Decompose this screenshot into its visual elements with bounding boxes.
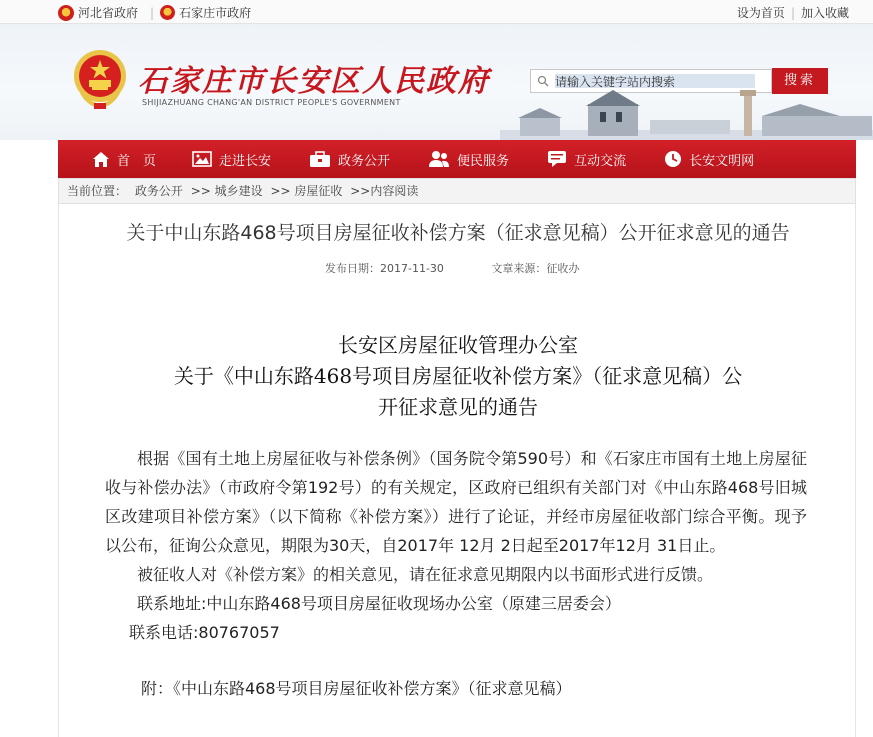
chat-icon: [547, 150, 567, 168]
national-emblem-logo[interactable]: [72, 48, 128, 110]
nav-item-services[interactable]: [428, 140, 509, 178]
breadcrumb: [58, 178, 856, 204]
site-title: 石家庄市长安区人民政府: [138, 64, 490, 99]
article-source: 文章来源：征收办: [491, 262, 580, 275]
article-body: [105, 444, 807, 703]
city-skyline-image: [500, 86, 873, 140]
nav-item-label: 首 页: [117, 153, 157, 169]
publish-date: 发布日期：2017-11-30: [325, 262, 444, 275]
article-title: 关于中山东路468号项目房屋征收补偿方案（征求意见稿）公开征求意见的通告: [126, 222, 790, 244]
sjz-gov-link-text[interactable]: 石家庄市政府: [179, 6, 252, 20]
site-header: [0, 24, 873, 140]
hebei-gov-link-text[interactable]: 河北省政府: [78, 6, 139, 20]
search-button[interactable]: 搜索: [772, 68, 828, 94]
top-links-left: [58, 4, 257, 21]
document-heading-line: 关于《中山东路468号项目房屋征收补偿方案》（征求意见稿）公: [173, 364, 743, 388]
document-heading-line: 长安区房屋征收管理办公室: [338, 333, 578, 357]
nav-item-label: 便民服务: [457, 153, 510, 169]
briefcase-icon: [309, 151, 331, 168]
nav-item-home[interactable]: [92, 140, 156, 178]
breadcrumb-item-content: >>内容阅读: [350, 184, 419, 198]
attachment-line[interactable]: 附：《中山东路468号项目房屋征收补偿方案》（征求意见稿）: [141, 679, 572, 698]
hebei-gov-link[interactable]: [58, 4, 138, 21]
breadcrumb-item-gov-affairs[interactable]: 政务公开: [134, 184, 183, 198]
document-heading: [59, 330, 857, 423]
nav-item-interaction[interactable]: [547, 140, 626, 178]
main-nav: [58, 140, 856, 178]
breadcrumb-item-expropriation[interactable]: >> 房屋征收: [270, 184, 343, 198]
breadcrumb-label: 当前位置：: [67, 184, 128, 198]
picture-icon: [192, 151, 212, 167]
divider: |: [790, 5, 795, 20]
nav-item-label: 政务公开: [338, 153, 391, 169]
set-home-link[interactable]: 设为首页: [736, 6, 785, 20]
nav-item-about[interactable]: [192, 140, 271, 178]
nav-item-label: 走进长安: [219, 153, 272, 169]
clock-icon: [664, 150, 682, 168]
article-panel: [58, 204, 856, 737]
site-subtitle: SHIJIAZHUANG CHANG'AN DISTRICT PEOPLE'S GOVERNMENT: [142, 98, 401, 107]
contact-phone: 联系电话:80767057: [129, 623, 280, 642]
sjz-gov-link[interactable]: [160, 4, 251, 21]
contact-address: 联系地址:中山东路468号项目房屋征收现场办公室（原建三居委会）: [137, 594, 621, 613]
top-links-right: [737, 4, 849, 21]
nav-item-gov-affairs[interactable]: [309, 140, 390, 178]
article-meta: [325, 260, 623, 276]
nav-item-civilization[interactable]: [664, 140, 754, 178]
national-emblem-icon: [58, 5, 74, 21]
bookmark-link[interactable]: 加入收藏: [800, 6, 849, 20]
document-heading-line: 开征求意见的通告: [378, 395, 538, 419]
nav-item-label: 长安文明网: [689, 153, 755, 169]
national-emblem-icon: [160, 5, 175, 20]
people-icon: [428, 150, 450, 168]
body-paragraph: 被征收人对《补偿方案》的相关意见，请在征求意见期限内以书面形式进行反馈。: [137, 565, 714, 584]
divider: |: [150, 5, 155, 20]
breadcrumb-item-urban-construction[interactable]: >> 城乡建设: [190, 184, 263, 198]
home-icon: [92, 151, 110, 168]
nav-item-label: 互动交流: [574, 153, 627, 169]
top-bar: [0, 0, 873, 24]
body-paragraph: 根据《国有土地上房屋征收与补偿条例》（国务院令第590号）和《石家庄市国有土地上房屋征收与补偿办法》（市政府令第192号）的有关规定，区政府已组织有关部门对《中山东路468号旧城区改建项目补偿方案》（以下简称《补偿方案》）进行了论证，并经市房屋征收部门综合平衡。现予以公布，征询公众意见，期限为30天，自2017年 12月 2日起至2017年12月 31日止。: [105, 449, 807, 555]
